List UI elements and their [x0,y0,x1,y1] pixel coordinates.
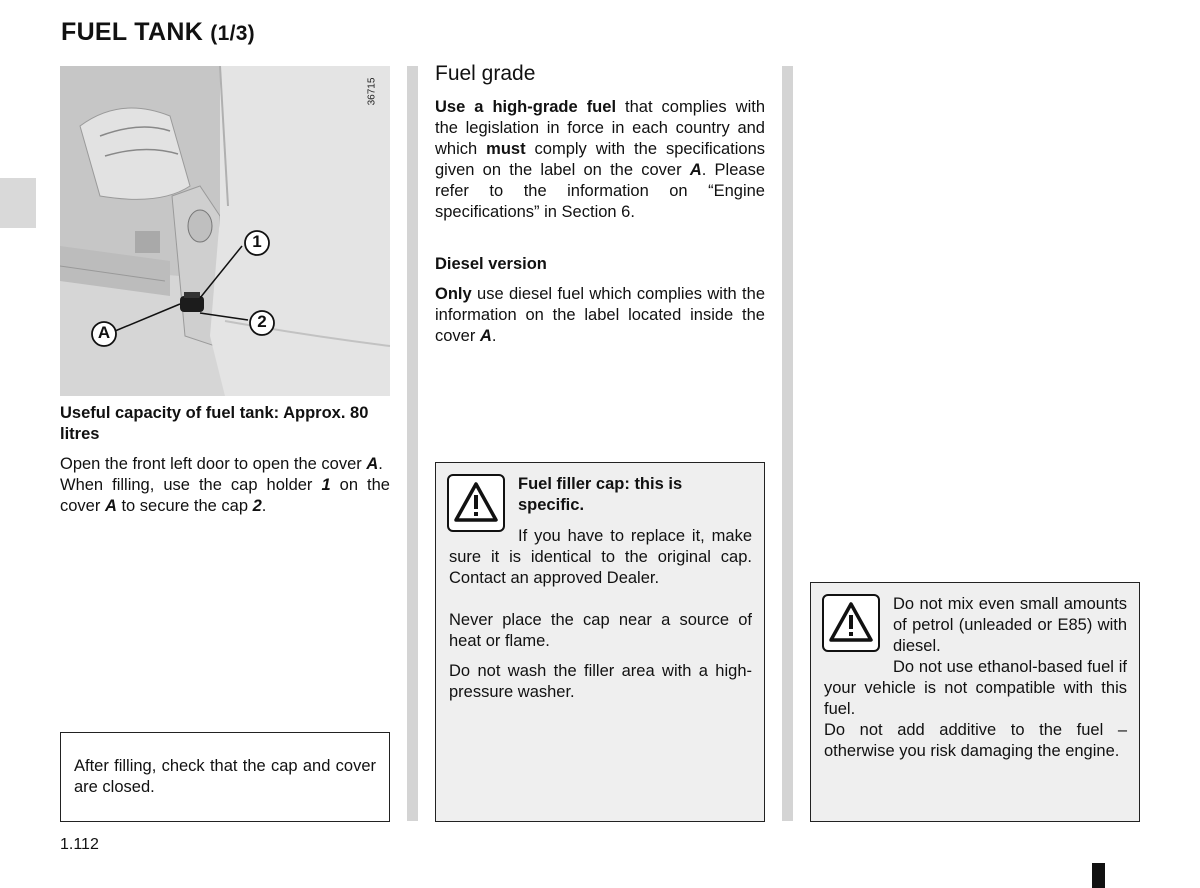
fill-text-end: . [261,497,267,515]
only-emphasis: Only [435,285,472,303]
fill-text: When filling, use the cap holder [60,476,322,494]
diesel-text-end: . [491,327,497,345]
warning-triangle-icon [822,594,880,652]
open-text: Open the front left door to open the cover [60,455,367,473]
section-heading-fuel-grade: Fuel grade [435,62,536,85]
cover-label-2: A [104,497,117,515]
vehicle-door-drawing [60,66,390,396]
open-cover-paragraph [60,454,390,517]
chapter-side-tab [0,178,36,228]
high-grade-fuel-emphasis: Use a high-grade fuel [435,98,617,116]
figure-reference-number [366,72,388,117]
diesel-version-heading: Diesel version [435,255,547,273]
fuel-grade-text-c: . Please refer to the information on “Engine specifications” in Section 6. [435,161,765,221]
cap-label: 2 [252,497,262,515]
cover-label: A [366,455,379,473]
callout-2: 2 [257,312,267,331]
fill-text-2: on the cover [60,476,390,515]
figure-reference-text: 36715 [366,77,378,106]
diesel-text-a: use diesel fuel which complies with the information on the label located inside the cover [435,285,765,345]
page-title [61,18,255,47]
page-number: 1.112 [60,836,99,853]
diesel-paragraph [435,284,765,347]
fuel-tank-illustration [60,66,390,396]
warning-text-additive: Do not add additive to the fuel – otherwise you risk damaging the engine. [824,721,1127,760]
callout-a: A [97,323,111,342]
page-title-main: FUEL TANK [61,18,204,46]
column-divider-right [782,66,793,821]
cover-label-3: A [689,161,702,179]
must-emphasis: must [486,140,526,158]
callout-1: 1 [252,232,262,251]
note-box [60,732,390,822]
page-edge-marker [1092,863,1105,888]
filler-cap-warning-box [435,462,765,822]
warning-text-wash: Do not wash the filler area with a high-pressure washer. [449,662,752,701]
warning-triangle-icon [447,474,505,532]
cap-holder-label: 1 [321,476,331,494]
open-text-end: . [378,455,383,473]
warning-text-ethanol: Do not use ethanol-based fuel if your vehicle is not compatible with this fuel. [824,658,1127,718]
fuel-grade-paragraph [435,97,765,223]
fuel-mix-warning-box [810,582,1140,822]
warning-text-petrol: Do not mix even small amounts of petrol (unleaded or E85) with diesel. [893,595,1127,655]
fuel-grade-text-b: comply with the specifications given on the label on the cover [435,140,765,179]
page-title-part: (1/3) [210,22,255,45]
fuel-tank-capacity: Useful capacity of fuel tank: Approx. 80 litres [60,404,369,443]
note-text: After filling, check that the cap and cover are closed. [74,757,376,796]
warning-text-heat: Never place the cap near a source of heat or flame. [449,611,752,650]
fill-text-3: to secure the cap [116,497,253,515]
cover-label-4: A [479,327,492,345]
warning-title: Fuel filler cap: this is specific. [518,475,683,514]
fuel-grade-text-a: that complies with the legislation in force in each country and which [435,98,765,158]
column-divider-left [407,66,418,821]
warning-text-replace: If you have to replace it, make sure it is identical to the original cap. Contact an approved Dealer. [449,527,752,587]
